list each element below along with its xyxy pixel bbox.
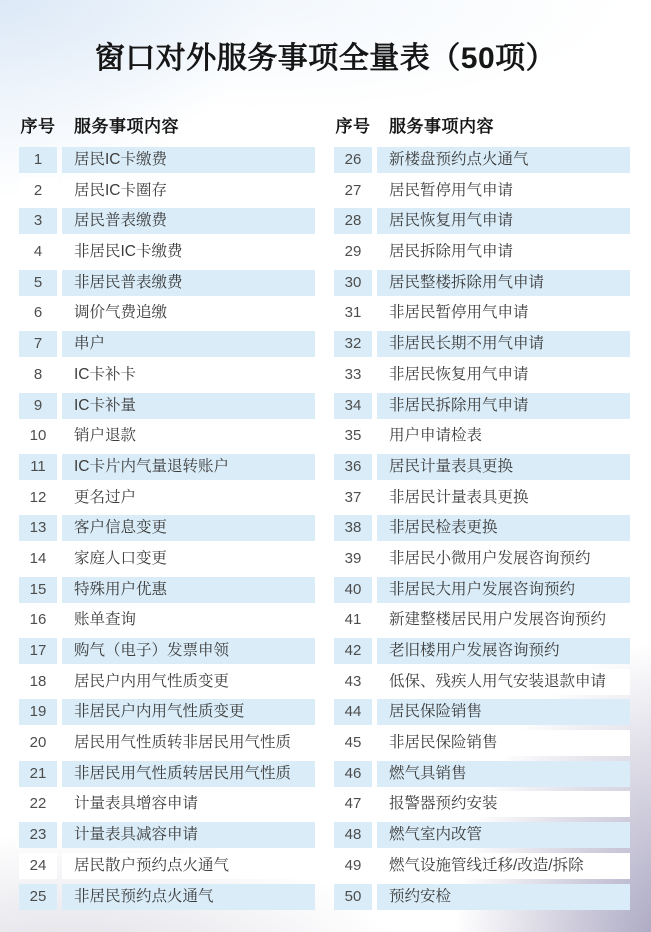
row-number: 28	[334, 208, 372, 234]
row-number: 45	[334, 730, 372, 756]
row-label: 报警器预约安装	[377, 791, 630, 817]
row-label: 老旧楼用户发展咨询预约	[377, 638, 630, 664]
table-row	[334, 791, 630, 817]
row-label: 购气（电子）发票申领	[62, 638, 315, 664]
table-row	[19, 607, 315, 633]
row-number: 15	[19, 577, 57, 603]
table-row	[19, 669, 315, 695]
table-row	[334, 454, 630, 480]
row-number: 49	[334, 853, 372, 879]
row-number: 24	[19, 853, 57, 879]
row-label: 非居民用气性质转居民用气性质	[62, 761, 315, 787]
table-row	[19, 761, 315, 787]
row-number: 20	[19, 730, 57, 756]
table-row	[19, 546, 315, 572]
row-number: 19	[19, 699, 57, 725]
row-number: 42	[334, 638, 372, 664]
row-number: 31	[334, 300, 372, 326]
table-row	[19, 147, 315, 173]
table-row	[334, 546, 630, 572]
row-label: 居民普表缴费	[62, 208, 315, 234]
row-label: 非居民大用户发展咨询预约	[377, 577, 630, 603]
table-row	[19, 178, 315, 204]
row-number: 35	[334, 423, 372, 449]
table-column-left	[19, 112, 315, 914]
row-number: 2	[19, 178, 57, 204]
row-number: 13	[19, 515, 57, 541]
row-number: 34	[334, 393, 372, 419]
table-row	[334, 362, 630, 388]
row-label: 销户退款	[62, 423, 315, 449]
row-number: 10	[19, 423, 57, 449]
row-number: 18	[19, 669, 57, 695]
table-columns	[19, 112, 630, 914]
row-label: 居民拆除用气申请	[377, 239, 630, 265]
row-label: 居民用气性质转非居民用气性质	[62, 730, 315, 756]
row-label: 计量表具减容申请	[62, 822, 315, 848]
table-row	[19, 485, 315, 511]
table-row	[19, 270, 315, 296]
row-label: 居民暂停用气申请	[377, 178, 630, 204]
table-row	[19, 393, 315, 419]
row-label: 非居民户内用气性质变更	[62, 699, 315, 725]
row-number: 17	[19, 638, 57, 664]
header-content-label: 服务事项内容	[74, 116, 179, 136]
row-number: 36	[334, 454, 372, 480]
table-row	[334, 761, 630, 787]
row-label: IC卡补量	[62, 393, 315, 419]
table-row	[334, 884, 630, 910]
column-header-right	[334, 112, 630, 136]
table-row	[19, 699, 315, 725]
row-label: 居民IC卡缴费	[62, 147, 315, 173]
row-label: 客户信息变更	[62, 515, 315, 541]
row-number: 50	[334, 884, 372, 910]
page-title: 窗口对外服务事项全量表（50项）	[94, 42, 557, 75]
row-number: 9	[19, 393, 57, 419]
row-label: 燃气设施管线迁移/改造/拆除	[377, 853, 630, 879]
row-number: 22	[19, 791, 57, 817]
row-number: 16	[19, 607, 57, 633]
table-row	[19, 362, 315, 388]
table-row	[334, 577, 630, 603]
table-row	[19, 884, 315, 910]
table-row	[19, 853, 315, 879]
row-label: 居民户内用气性质变更	[62, 669, 315, 695]
row-number: 29	[334, 239, 372, 265]
row-label: 账单查询	[62, 607, 315, 633]
row-number: 43	[334, 669, 372, 695]
row-number: 25	[19, 884, 57, 910]
row-number: 5	[19, 270, 57, 296]
row-number: 39	[334, 546, 372, 572]
row-label: 预约安检	[377, 884, 630, 910]
row-label: 非居民小微用户发展咨询预约	[377, 546, 630, 572]
header-index-label: 序号	[335, 116, 371, 136]
row-number: 33	[334, 362, 372, 388]
row-number: 26	[334, 147, 372, 173]
table-row	[334, 515, 630, 541]
table-row	[19, 515, 315, 541]
table-row	[334, 485, 630, 511]
row-number: 37	[334, 485, 372, 511]
table-row	[334, 300, 630, 326]
table-row	[334, 178, 630, 204]
row-label: 新楼盘预约点火通气	[377, 147, 630, 173]
table-row	[334, 638, 630, 664]
row-number: 23	[19, 822, 57, 848]
table-row	[334, 331, 630, 357]
row-number: 4	[19, 239, 57, 265]
row-label: 居民恢复用气申请	[377, 208, 630, 234]
row-label: 非居民普表缴费	[62, 270, 315, 296]
table-row	[334, 239, 630, 265]
header-index-label: 序号	[20, 116, 56, 136]
table-row	[334, 822, 630, 848]
row-label: 用户申请检表	[377, 423, 630, 449]
row-number: 30	[334, 270, 372, 296]
row-number: 38	[334, 515, 372, 541]
row-number: 3	[19, 208, 57, 234]
row-label: IC卡补卡	[62, 362, 315, 388]
row-label: 燃气室内改管	[377, 822, 630, 848]
row-number: 41	[334, 607, 372, 633]
column-header-left	[19, 112, 315, 136]
row-label: 非居民长期不用气申请	[377, 331, 630, 357]
row-label: 低保、残疾人用气安装退款申请	[377, 669, 630, 695]
header-content-label: 服务事项内容	[389, 116, 494, 136]
row-label: 燃气具销售	[377, 761, 630, 787]
row-label: 特殊用户优惠	[62, 577, 315, 603]
row-label: 非居民保险销售	[377, 730, 630, 756]
row-number: 48	[334, 822, 372, 848]
row-number: 46	[334, 761, 372, 787]
table-row	[19, 822, 315, 848]
row-number: 32	[334, 331, 372, 357]
row-label: 非居民暂停用气申请	[377, 300, 630, 326]
table-column-right	[334, 112, 630, 914]
row-label: 非居民IC卡缴费	[62, 239, 315, 265]
table-row	[19, 423, 315, 449]
table-row	[334, 669, 630, 695]
row-number: 40	[334, 577, 372, 603]
table-row	[19, 239, 315, 265]
row-label: 居民散户预约点火通气	[62, 853, 315, 879]
row-number: 27	[334, 178, 372, 204]
table-row	[19, 791, 315, 817]
table-row	[334, 147, 630, 173]
table-row	[19, 577, 315, 603]
row-label: 居民计量表具更换	[377, 454, 630, 480]
table-row	[19, 638, 315, 664]
row-label: 非居民计量表具更换	[377, 485, 630, 511]
table-row	[334, 393, 630, 419]
row-number: 11	[19, 454, 57, 480]
row-label: 居民IC卡圈存	[62, 178, 315, 204]
rows-right	[334, 147, 630, 910]
row-label: 非居民恢复用气申请	[377, 362, 630, 388]
row-label: 更名过户	[62, 485, 315, 511]
row-label: 非居民检表更换	[377, 515, 630, 541]
row-number: 44	[334, 699, 372, 725]
table-row	[334, 423, 630, 449]
table-row	[19, 454, 315, 480]
row-number: 47	[334, 791, 372, 817]
table-row	[334, 607, 630, 633]
row-label: 新建整楼居民用户发展咨询预约	[377, 607, 630, 633]
row-number: 8	[19, 362, 57, 388]
table-row	[334, 699, 630, 725]
row-number: 1	[19, 147, 57, 173]
row-label: 计量表具增容申请	[62, 791, 315, 817]
table-row	[19, 331, 315, 357]
row-label: 串户	[62, 331, 315, 357]
row-label: 非居民预约点火通气	[62, 884, 315, 910]
row-label: IC卡片内气量退转账户	[62, 454, 315, 480]
row-number: 14	[19, 546, 57, 572]
row-label: 居民整楼拆除用气申请	[377, 270, 630, 296]
table-row	[19, 300, 315, 326]
row-number: 21	[19, 761, 57, 787]
row-label: 居民保险销售	[377, 699, 630, 725]
table-row	[19, 730, 315, 756]
table-row	[19, 208, 315, 234]
table-row	[334, 270, 630, 296]
row-number: 6	[19, 300, 57, 326]
table-row	[334, 853, 630, 879]
table-row	[334, 208, 630, 234]
row-number: 7	[19, 331, 57, 357]
row-label: 调价气费追缴	[62, 300, 315, 326]
row-label: 非居民拆除用气申请	[377, 393, 630, 419]
rows-left	[19, 147, 315, 910]
row-label: 家庭人口变更	[62, 546, 315, 572]
row-number: 12	[19, 485, 57, 511]
table-row	[334, 730, 630, 756]
